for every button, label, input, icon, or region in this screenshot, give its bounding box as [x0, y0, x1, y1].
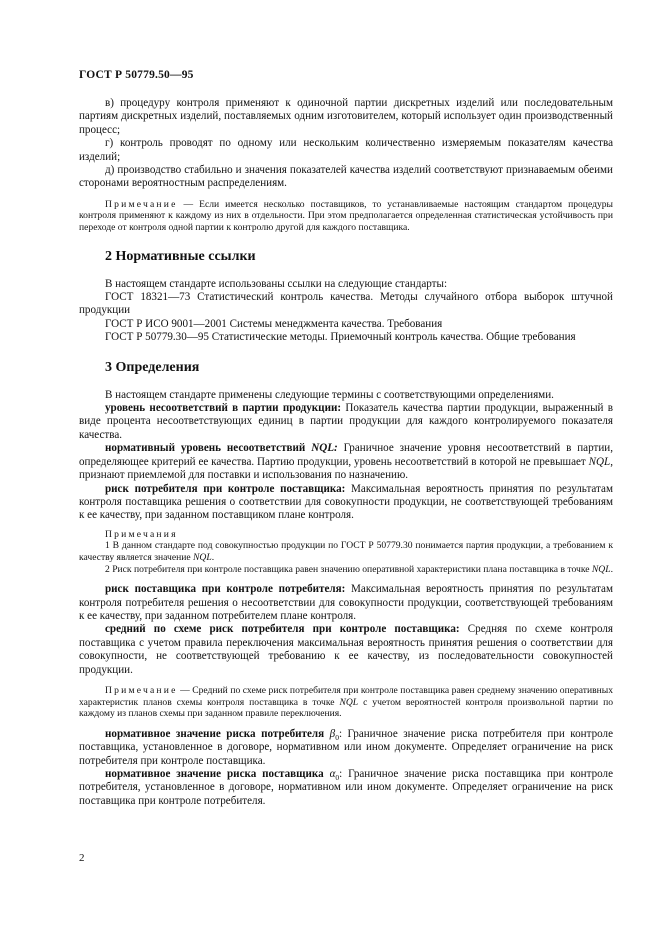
- ref-gost-50779-30: ГОСТ Р 50779.30—95 Статистические методы. Приемочный контроль качества. Общие требования: [105, 331, 576, 344]
- term: риск потребителя при контроле поставщика:: [105, 482, 346, 495]
- note-2-2: 2 Риск потребителя при контроле поставщика равен значению оперативной характеристики плана поставщика в точке NQL.: [105, 563, 613, 575]
- definition-text: : Граничное значение риска поставщика при контроле потребителя, установленное в договоре, нормативном или ином документе. Определяет ограничение на риск поставщика при контроле потребителя.: [79, 767, 613, 807]
- alpha-subscript: 0: [335, 773, 340, 783]
- definition-nonconformity-level: [79, 402, 613, 442]
- definition-beta0: [79, 728, 613, 768]
- definition-text: Показатель качества партии продукции, выраженный в виде процента несоответствующих единиц в партии продукции для каждого контролируемого показателя качества.: [79, 402, 614, 441]
- alpha-symbol: α: [329, 767, 336, 780]
- page-number: 2: [79, 852, 85, 864]
- note-1-text: — Если имеется несколько поставщиков, то устанавливаемые настоящим стандартом процедуры контроля применяют к каждому из них в отдельности. При этом предполагается определенная статистическая устойчивость при переходе от контроля одной партии к контролю другой для каждого поставщика.: [79, 198, 613, 234]
- section-2-intro: В настоящем стандарте использованы ссылки на следующие стандарты:: [105, 277, 448, 290]
- symbol: NQL: [588, 455, 611, 468]
- term: средний по схеме риск потребителя при контроле поставщика:: [105, 623, 460, 636]
- definition-alpha0: [79, 768, 613, 808]
- note-3: Примечание — Средний по схеме риск потребителя при контроле поставщика равен среднему значению оперативных характеристик планов схемы контроля поставщика в точке NQL с учетом вероятностей контроля произвольной партии по каждому из планов схемы при заданном правиле переключения.: [79, 684, 613, 720]
- section-2-heading: 2 Нормативные ссылки: [105, 248, 256, 264]
- note-2-1: 1 В данном стандарте под совокупностью продукции по ГОСТ Р 50779.30 понимается партия продукции, а требованием к качеству является значение NQL.: [79, 540, 613, 563]
- definition-text: Максимальная вероятность принятия по результатам контроля потребителя решения о несоответствии для совокупности продукции, соответствующей требованиям к ее качеству, при заданном потребителем плане контроля.: [79, 583, 613, 622]
- definition-text: Средняя по схеме контроля поставщика с учетом правила переключения максимальная вероятность принятия решения о соответствии для совокупности, не соответствующей требованию к ее качеству, из последовательности совокупностей продукции.: [79, 623, 613, 676]
- definition-text: Максимальная вероятность принятия по результатам контроля поставщика решения о соответствии для совокупности продукции, не соответствующей требованиям к ее качеству, при заданном поставщиком плане контроля.: [79, 482, 613, 522]
- definition-text: : Граничное значение риска потребителя при контроле поставщика, установленное в договоре, нормативном или ином документе. Определяет ограничение на риск потребителя при контроле поставщика.: [79, 727, 614, 767]
- definition-text: Граничное значение уровня несоответствий в партии, определяющее критерий ее качества. Партию продукции, уровень несоответствий в которой не превышает: [79, 442, 613, 468]
- paragraph-d: д) производство стабильно и значения показателей качества изделий соответствуют признаваемым обеими сторонами вероятностным распределениям.: [79, 164, 613, 190]
- definition-consumer-risk: [79, 483, 613, 523]
- definition-nql: [79, 442, 613, 482]
- paragraph-g: г) контроль проводят по одному или нескольким количественно измеряемым показателям качества изделий;: [79, 137, 613, 163]
- term: риск поставщика при контроле потребителя:: [105, 583, 346, 596]
- standard-id: ГОСТ Р 50779.50—95: [79, 69, 194, 81]
- beta-symbol: β: [329, 727, 336, 740]
- section-3-heading: 3 Определения: [105, 359, 200, 375]
- definition-supplier-risk: [79, 583, 613, 623]
- ref-gost-iso-9001: ГОСТ Р ИСО 9001—2001 Системы менеджмента качества. Требования: [105, 317, 443, 330]
- notes-2-label: Примечания: [105, 528, 178, 540]
- note-1-label: Примечание: [105, 198, 178, 210]
- note-1: [79, 199, 613, 234]
- beta-subscript: 0: [335, 732, 339, 742]
- ref-gost-18321: ГОСТ 18321—73 Статистический контроль качества. Методы случайного отбора выборок штучной продукции: [79, 291, 613, 317]
- term: нормативный уровень несоответствий: [105, 442, 312, 455]
- section-3-intro: В настоящем стандарте применены следующие термины с соответствующими определениями.: [105, 388, 554, 401]
- term: нормативное значение риска поставщика: [105, 767, 330, 780]
- term: уровень несоответствий в партии продукции:: [105, 402, 342, 415]
- definition-average-consumer-risk: [79, 623, 613, 677]
- definition-text: , признают приемлемой для поставки и использования по назначению.: [79, 455, 613, 482]
- page-content: [79, 97, 613, 808]
- paragraph-v: в) процедуру контроля применяют к одиночной партии дискретных изделий или последовательным партиям дискретных изделий, поставляемых одним изготовителем, который использует один производственный процесс;: [79, 97, 613, 136]
- term-symbol: NQL:: [311, 442, 338, 455]
- term: нормативное значение риска потребителя: [105, 727, 330, 740]
